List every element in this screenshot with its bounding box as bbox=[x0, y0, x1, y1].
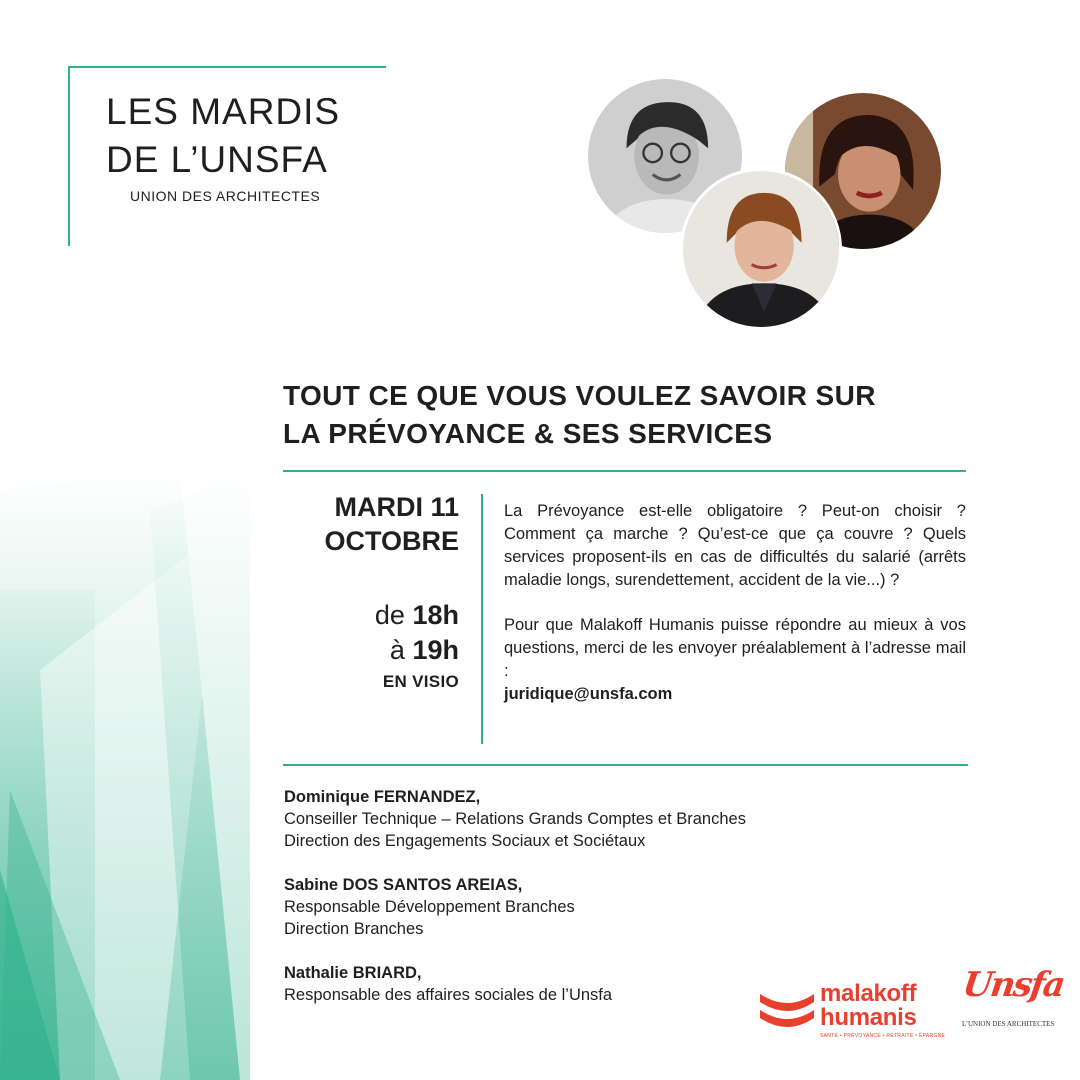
speaker-department: Direction Branches bbox=[284, 920, 424, 938]
malakoff-word: malakoff bbox=[820, 980, 917, 1007]
event-description bbox=[504, 500, 966, 706]
divider-vertical bbox=[481, 494, 483, 744]
malakoff-tagline: SANTÉ • PRÉVOYANCE • RETRAITE • ÉPARGNE bbox=[820, 1033, 946, 1039]
speaker-role: Responsable des affaires sociales de l’Unsfa bbox=[284, 986, 613, 1004]
brand-block bbox=[68, 66, 386, 246]
brand-title-line1: LES MARDIS bbox=[106, 91, 341, 132]
speaker-department: Direction des Engagements Sociaux et Sociétaux bbox=[284, 832, 646, 850]
unsfa-tagline: L’UNION DES ARCHITECTES bbox=[962, 1020, 1055, 1028]
brand-title-line2: DE L’UNSFA bbox=[106, 139, 328, 180]
brand-frame-left-line bbox=[68, 66, 70, 246]
speaker-item bbox=[284, 874, 884, 940]
speaker-name: Nathalie BRIARD, bbox=[284, 964, 422, 982]
decorative-green-shapes bbox=[0, 470, 250, 1080]
divider-top bbox=[283, 470, 966, 472]
event-time-start-prefix: de bbox=[374, 600, 405, 630]
malakoff-humanis-logo bbox=[758, 980, 946, 1044]
speakers-list bbox=[284, 786, 884, 1006]
speaker-item bbox=[284, 786, 884, 852]
event-date-line2: OCTOBRE bbox=[324, 526, 459, 556]
event-time-end-prefix: à bbox=[389, 635, 405, 665]
event-date-line1: MARDI 11 bbox=[334, 492, 459, 522]
event-mode: EN VISIO bbox=[382, 672, 459, 691]
description-paragraph2-text: Pour que Malakoff Humanis puisse répondre au mieux à vos questions, merci de les envoyer préalablement à l’adresse mail : bbox=[504, 616, 966, 680]
brand-subtitle: UNION DES ARCHITECTES bbox=[130, 188, 321, 204]
contact-email-link[interactable]: juridique@unsfa.com bbox=[504, 685, 673, 703]
event-time-block bbox=[283, 598, 459, 668]
headline-line1: TOUT CE QUE VOUS VOULEZ SAVOIR SUR bbox=[283, 380, 876, 411]
event-time-end-value: 19h bbox=[412, 635, 459, 665]
description-paragraph2 bbox=[504, 614, 966, 706]
speaker-role: Conseiller Technique – Relations Grands Comptes et Branches bbox=[284, 810, 746, 828]
description-paragraph1: La Prévoyance est-elle obligatoire ? Peut-on choisir ? Comment ça marche ? Qu’est-ce que ça couvre ? Quels services proposent-ils en cas de difficultés du salarié (arrêts maladie longs, surendettement, accident de la vie...) ? bbox=[504, 502, 966, 589]
malakoff-swoosh-icon bbox=[758, 986, 816, 1036]
brand-title bbox=[106, 88, 340, 184]
headline-line2: LA PRÉVOYANCE & SES SERVICES bbox=[283, 418, 773, 449]
headline bbox=[283, 377, 983, 453]
event-date-block bbox=[283, 490, 459, 692]
speaker-name: Sabine DOS SANTOS AREIAS, bbox=[284, 876, 523, 894]
event-time-start-value: 18h bbox=[412, 600, 459, 630]
humanis-word: humanis bbox=[820, 1004, 917, 1031]
speaker-role: Responsable Développement Branches bbox=[284, 898, 575, 916]
speaker-name: Dominique FERNANDEZ, bbox=[284, 788, 481, 806]
divider-bottom bbox=[283, 764, 968, 766]
brand-frame-top-line bbox=[68, 66, 386, 68]
unsfa-logo bbox=[960, 965, 1066, 1035]
event-time-start bbox=[283, 598, 459, 633]
speaker-photo-nathalie bbox=[680, 168, 842, 330]
event-time-end bbox=[283, 633, 459, 668]
unsfa-wordmark: Unsfa bbox=[960, 965, 1066, 1005]
portrait-color-image bbox=[683, 171, 839, 327]
